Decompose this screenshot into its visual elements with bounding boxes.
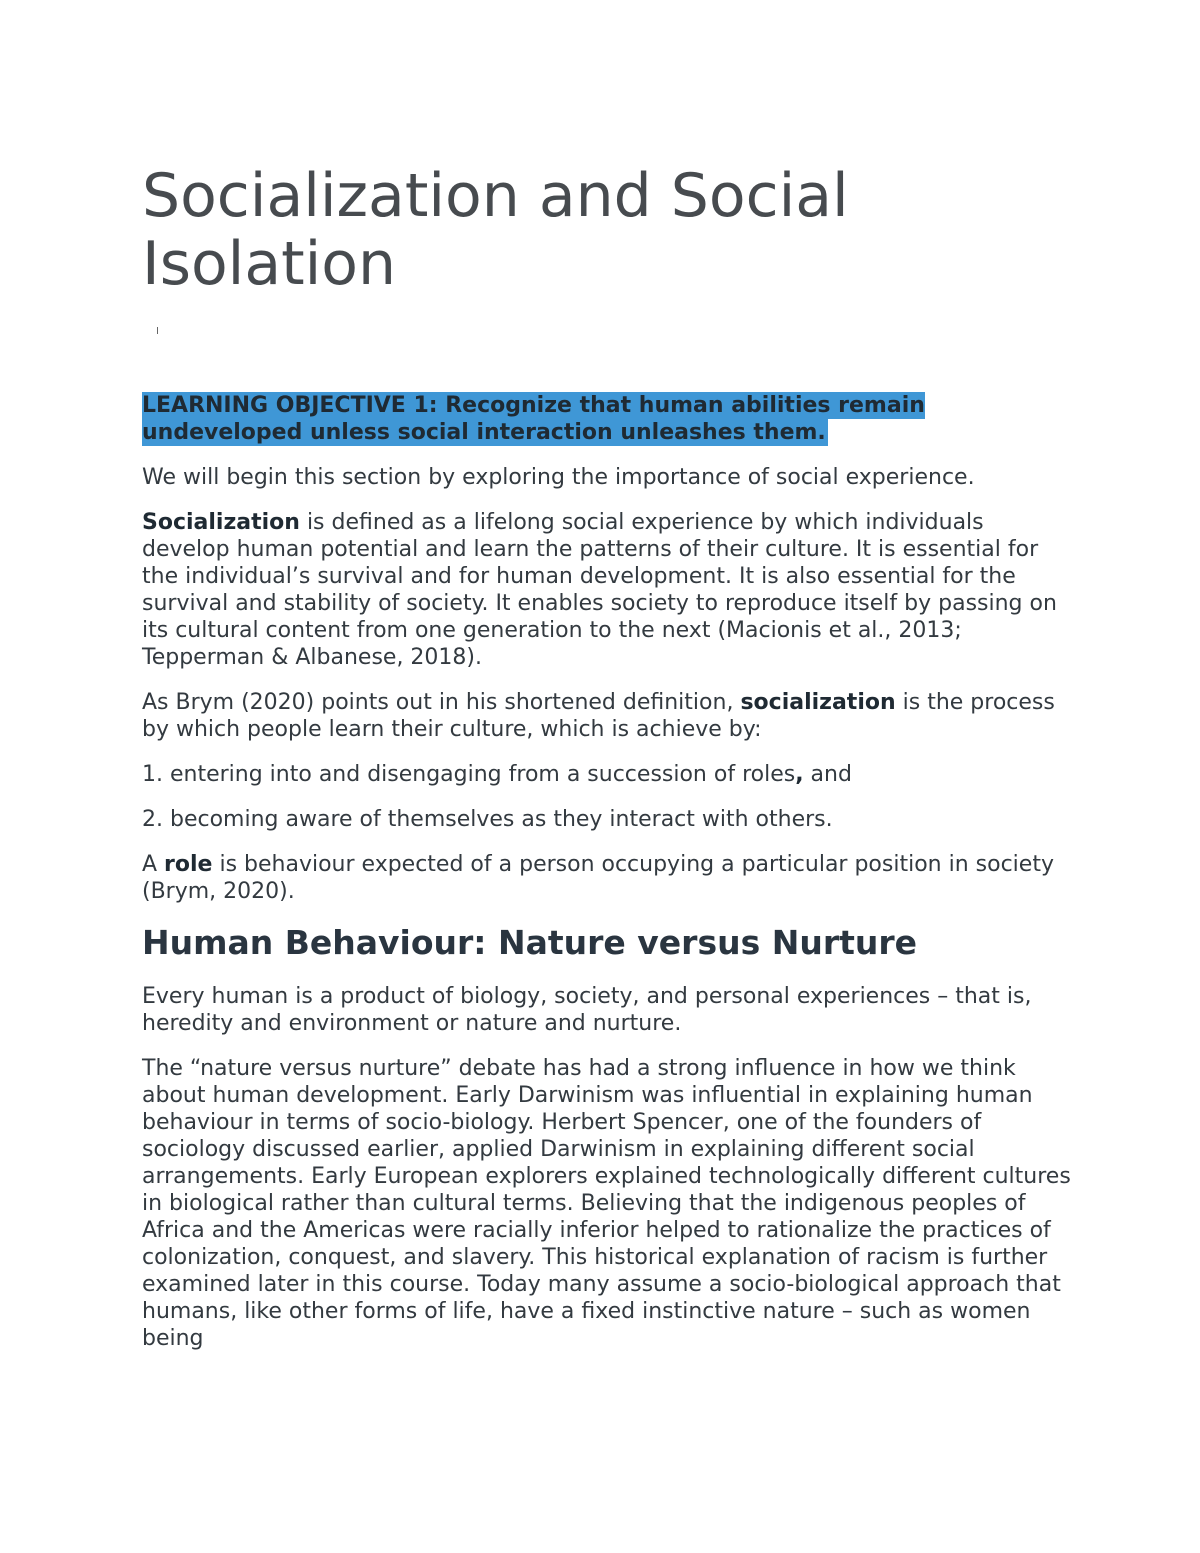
- role-paragraph: [142, 851, 1077, 905]
- socialization-paragraph: [142, 509, 1077, 671]
- document-body: [142, 464, 1077, 1370]
- product-paragraph: Every human is a product of biology, society, and personal experiences – that is, heredity and environment or nature and nurture.: [142, 984, 1032, 1036]
- list-item: 2. becoming aware of themselves as they interact with others.: [142, 807, 833, 832]
- list-item-1-end: and: [803, 762, 852, 787]
- role-term: role: [164, 852, 213, 877]
- role-definition: is behaviour expected of a person occupying a particular position in society (Brym, 2020).: [142, 852, 1054, 904]
- intro-paragraph: We will begin this section by exploring the importance of social experience.: [142, 465, 975, 490]
- brym-definition: is the process by which people learn their culture, which is achieve by:: [142, 690, 1055, 742]
- brym-term: socialization: [740, 690, 896, 715]
- debate-paragraph: The “nature versus nurture” debate has had a strong influence in how we think about human development. Early Darwinism was influential in explaining human behaviour in terms of socio-biology. Herbert Spencer, one of the founders of sociology discussed earlier, applied Darwinism in explaining different social arrangements. Early European explorers explained technologically different cultures in biological rather than cultural terms. Believing that the indigenous peoples of Africa and the Americas were racially inferior helped to rationalize the practices of colonization, conquest, and slavery. This historical explanation of racism is further examined later in this course. Today many assume a socio-biological approach that humans, like other forms of life, have a fixed instinctive nature – such as women being: [142, 1056, 1071, 1351]
- learning-objective-highlight: LEARNING OBJECTIVE 1: Recognize that human abilities remain undeveloped unless social interaction unleashes them.: [142, 393, 925, 445]
- learning-objective: [142, 392, 1042, 446]
- socialization-definition: is defined as a lifelong social experience by which individuals develop human potential and learn the patterns of their culture. It is essential for the individual’s survival and for human development. It is also essential for the survival and stability of society. It enables society to reproduce itself by passing on its cultural content from one generation to the next (Macionis et al., 2013; Tepperman & Albanese, 2018).: [142, 510, 1057, 670]
- list-item-1-comma: ,: [795, 762, 804, 787]
- list-item-1-text: 1. entering into and disengaging from a succession of roles: [142, 762, 796, 787]
- role-intro: A: [142, 852, 165, 877]
- socialization-term: Socialization: [142, 510, 300, 535]
- stray-mark: [157, 327, 158, 334]
- brym-paragraph: [142, 689, 1077, 743]
- list-item: [142, 761, 1077, 788]
- section-heading: Human Behaviour: Nature versus Nurture: [142, 923, 918, 962]
- brym-intro: As Brym (2020) points out in his shortened definition,: [142, 690, 741, 715]
- document-title: Socialization and Social Isolation: [142, 161, 849, 299]
